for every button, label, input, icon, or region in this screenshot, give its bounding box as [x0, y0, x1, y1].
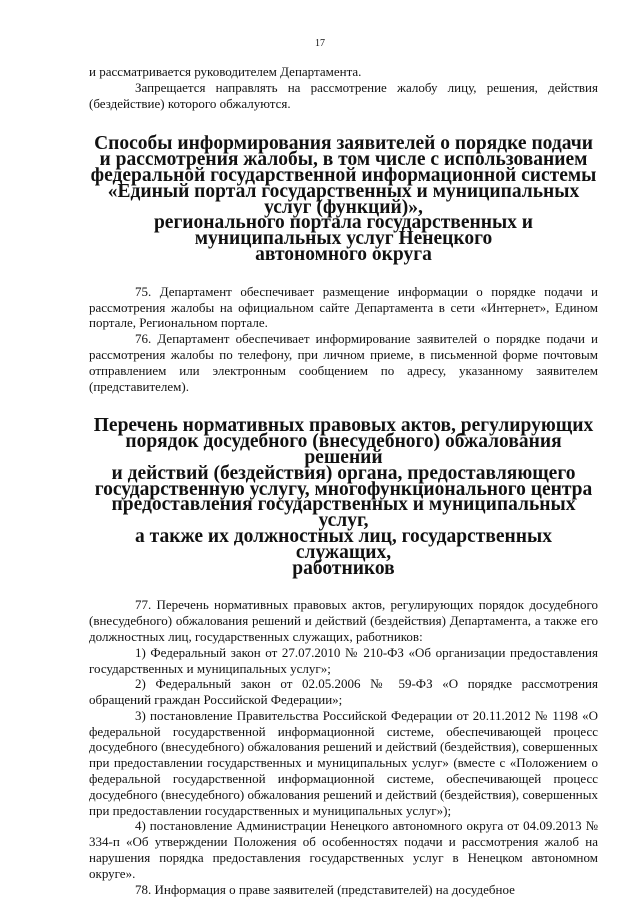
heading-line: «Единый портал государственных и муниципальных услуг (функций)»,: [107, 180, 580, 218]
heading-line: федеральной государственной информационной системы: [90, 164, 597, 186]
list-item-4: 4) постановление Администрации Ненецкого автономного округа от 04.09.2013 № 334-п «Об утверждении Положения об особенностях подачи и рассмотрения жалоб на нарушения порядка предоставления государственных услуг в Ненецком автономном округе».: [89, 818, 598, 881]
paragraph-76: 76. Департамент обеспечивает информирование заявителей о порядке подачи и рассмотрения жалобы по телефону, при личном приеме, в письменной форме почтовым отправлением или электронным сообщением по адресу, указанному заявителем (представителем).: [89, 331, 598, 394]
list-item-1: 1) Федеральный закон от 27.07.2010 № 210-ФЗ «Об организации предоставления государственных и муниципальных услуг»;: [89, 644, 598, 676]
document-body: [89, 64, 598, 897]
heading-line: Перечень нормативных правовых актов, регулирующих: [93, 415, 594, 437]
page-number: 17: [315, 38, 325, 49]
section-heading-legal-acts: [89, 415, 598, 579]
heading-line: порядок досудебного (внесудебного) обжалования решений: [125, 431, 562, 468]
paragraph: Запрещается направлять на рассмотрение жалобу лицу, решения, действия (бездействие) которого обжалуются.: [89, 79, 598, 111]
paragraph-77: 77. Перечень нормативных правовых актов, регулирующих порядок досудебного (внесудебного) обжалования решений и действий (бездействия) Департамента, а также его должностных лиц, государственных служащих, работников:: [89, 597, 598, 644]
heading-line: и действий (бездействия) органа, предоставляющего: [111, 462, 576, 484]
list-item-2: 2) Федеральный закон от 02.05.2006 № 59-ФЗ «О порядке рассмотрения обращений граждан Российской Федерации»;: [89, 676, 598, 708]
heading-line: государственную услугу, многофункционального центра: [94, 478, 593, 500]
paragraph-75: 75. Департамент обеспечивает размещение информации о порядке подачи и рассмотрения жалобы на официальном сайте Департамента в сети «Интернет», Едином портале, Региональном портале.: [89, 283, 598, 331]
heading-line: регионального портала государственных и муниципальных услуг Ненецкого: [153, 212, 534, 250]
list-item-3: 3) постановление Правительства Российской Федерации от 20.11.2012 № 1198 «О федеральной государственной информационной системе, обеспечивающей процесс досудебного (внесудебного) обжалования решений и действий (бездействия), совершенных при предоставлении государственных и муниципальных услуг» (вместе с «Положением о федеральной государственной информационной системе, обеспечивающей процесс досудебного (внесудебного) обжалования решений и действий (бездействия), совершенных при предоставлении государственных и муниципальных услуг»);: [89, 707, 598, 818]
heading-line: предоставления государственных и муниципальных услуг,: [111, 494, 576, 532]
heading-line: и рассмотрения жалобы, в том числе с использованием: [99, 149, 588, 171]
heading-line: работников: [292, 557, 395, 579]
section-heading-informing: [89, 133, 598, 265]
heading-line: автономного округа: [255, 243, 432, 265]
paragraph-78: 78. Информация о праве заявителей (представителей) на досудебное: [135, 881, 515, 897]
heading-line: а также их должностных лиц, государственных служащих,: [135, 525, 552, 563]
heading-line: Способы информирования заявителей о порядке подачи: [94, 133, 593, 155]
paragraph: и рассматривается руководителем Департамента.: [89, 64, 362, 79]
